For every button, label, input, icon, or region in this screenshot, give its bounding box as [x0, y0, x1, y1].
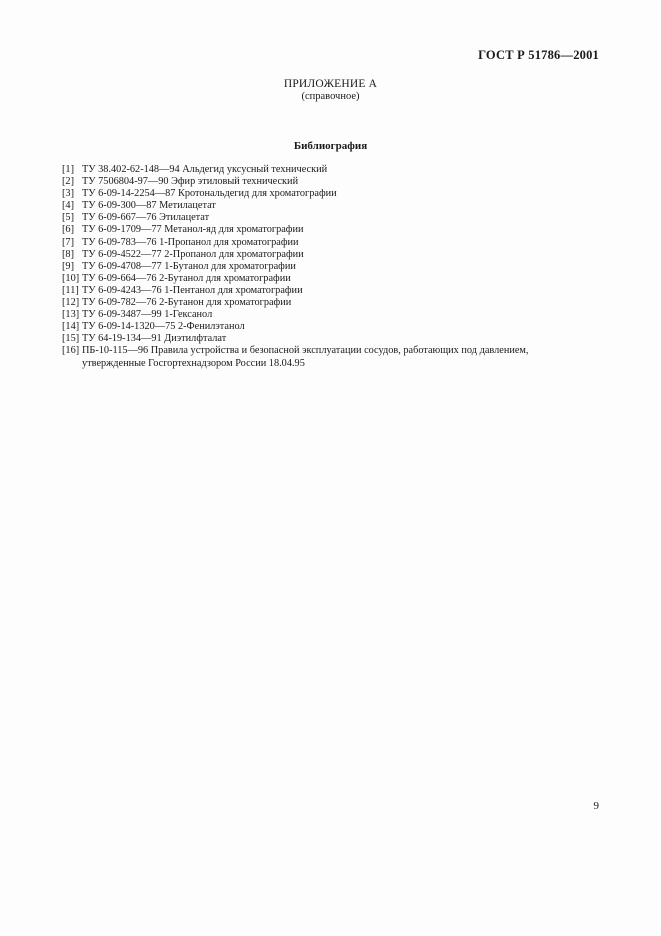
bibliography-item [62, 321, 598, 333]
bibliography-number: [11] [62, 284, 79, 296]
bibliography-text: ТУ 6-09-664—76 2-Бутанол для хроматографии [82, 272, 291, 284]
bibliography-item [62, 237, 598, 249]
bibliography-item [62, 345, 598, 357]
bibliography-number: [14] [62, 321, 80, 333]
bibliography-item [62, 333, 598, 345]
bibliography-text: ТУ 6-09-300—87 Метилацетат [82, 200, 216, 212]
bibliography-number: [6] [62, 224, 75, 236]
bibliography-text: ТУ 6-09-4243—76 1-Пентанол для хроматографии [82, 284, 303, 296]
bibliography-text: ТУ 38.402-62-148—94 Альдегид уксусный технический [82, 164, 328, 175]
bibliography-item [62, 249, 598, 261]
bibliography-item [62, 261, 598, 273]
bibliography-item [62, 309, 598, 321]
bibliography-text: ТУ 6-09-1709—77 Метанол-яд для хроматографии [82, 224, 304, 236]
bibliography-item [62, 297, 598, 309]
section-heading: Библиография [293, 140, 368, 152]
bibliography-text: ТУ 6-09-14-2254—87 Кротональдегид для хроматографии [82, 188, 337, 200]
bibliography-text: ТУ 6-09-783—76 1-Пропанол для хроматографии [82, 236, 299, 248]
bibliography-number: [8] [62, 248, 75, 260]
bibliography-item [62, 176, 598, 188]
bibliography-number: [12] [62, 297, 80, 309]
bibliography-text: ПБ-10-115—96 Правила устройства и безопасной эксплуатации сосудов, работающих под давлением, [82, 345, 529, 357]
bibliography-item [62, 212, 598, 224]
bibliography-text: ТУ 6-09-14-1320—75 2-Фенилэтанол [82, 321, 245, 333]
bibliography-number: [10] [62, 272, 80, 284]
bibliography-text: ТУ 7506804-97—90 Эфир этиловый технический [82, 176, 299, 188]
appendix-subtitle: (справочное) [301, 91, 360, 102]
bibliography-item [62, 273, 598, 285]
bibliography-number: [1] [62, 164, 75, 175]
bibliography-number: [2] [62, 176, 75, 188]
bibliography-text: ТУ 6-09-3487—99 1-Гексанол [82, 309, 213, 321]
bibliography-text: ТУ 6-09-4708—77 1-Бутанол для хроматографии [82, 260, 296, 272]
bibliography-number: [4] [62, 200, 75, 212]
bibliography-number: [5] [62, 212, 75, 224]
bibliography-list [62, 164, 598, 370]
bibliography-text: ТУ 64-19-134—91 Диэтилфталат [82, 333, 227, 345]
bibliography-text: ТУ 6-09-4522—77 2-Пропанол для хроматографии [82, 248, 304, 260]
bibliography-text: ТУ 6-09-782—76 2-Бутанон для хроматографии [82, 297, 292, 309]
bibliography-number: [3] [62, 188, 75, 200]
page-number: 9 [593, 800, 599, 812]
bibliography-number: [9] [62, 260, 75, 272]
bibliography-item [62, 285, 598, 297]
appendix-title: ПРИЛОЖЕНИЕ А [283, 78, 378, 90]
bibliography-item [62, 164, 598, 176]
bibliography-number: [13] [62, 309, 80, 321]
document-code: ГОСТ Р 51786—2001 [478, 48, 599, 62]
bibliography-item [62, 188, 598, 200]
bibliography-item [62, 224, 598, 236]
bibliography-number: [16] [62, 345, 80, 357]
bibliography-item [62, 200, 598, 212]
bibliography-number: [15] [62, 333, 80, 345]
bibliography-number: [7] [62, 236, 75, 248]
bibliography-text: ТУ 6-09-667—76 Этилацетат [82, 212, 210, 224]
bibliography-continuation: утвержденные Госгортехнадзором России 18.04.95 [82, 357, 305, 369]
